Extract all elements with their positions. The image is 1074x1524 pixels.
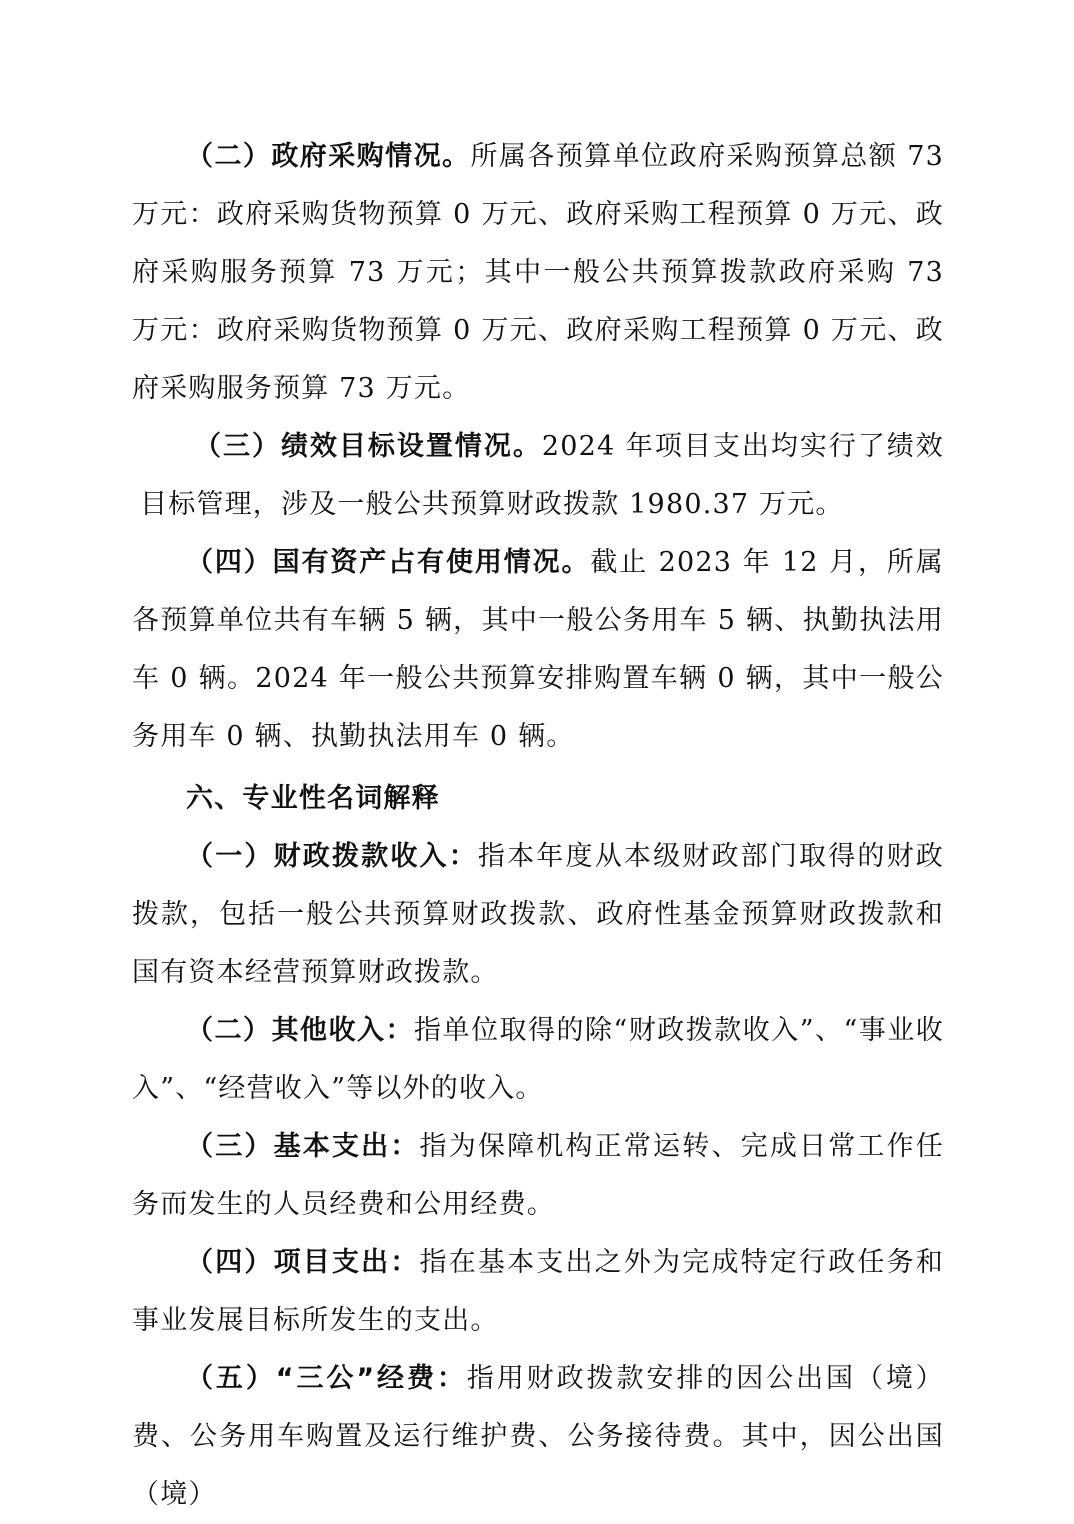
section-six-heading: 六、专业性名词解释 bbox=[186, 783, 440, 814]
procurement-paragraph bbox=[132, 128, 944, 418]
procurement-body: 所属各预算单位政府采购预算总额 73 万元：政府采购货物预算 0 万元、政府采购工程预算 0 万元、政府采购服务预算 73 万元；其中一般公共预算拨款政府采购 73 万元：政府采购货物预算 0 万元、政府采购工程预算 0 万元、政府采购服务预算 73 万元。 bbox=[132, 141, 944, 404]
term-paragraph-2 bbox=[132, 1002, 944, 1118]
assets-paragraph bbox=[132, 534, 944, 766]
term-lead-2: （二）其他收入： bbox=[186, 1015, 414, 1046]
procurement-lead: （二）政府采购情况。 bbox=[186, 141, 471, 172]
performance-paragraph bbox=[132, 418, 944, 534]
assets-body: 截止 2023 年 12 月，所属各预算单位共有车辆 5 辆，其中一般公务用车 5 辆、执勤执法用车 0 辆。2024 年一般公共预算安排购置车辆 0 辆，其中一般公务用车 0 辆、执勤执法用车 0 辆。 bbox=[132, 547, 944, 752]
document-page bbox=[132, 128, 944, 1524]
term-body-3: 指为保障机构正常运转、完成日常工作任务而发生的人员经费和公用经费。 bbox=[132, 1131, 944, 1220]
term-lead-5: （五）“三公”经费： bbox=[186, 1363, 467, 1394]
term-lead-1: （一）财政拨款收入： bbox=[186, 841, 478, 872]
term-paragraph-1 bbox=[132, 828, 944, 1002]
term-body-1: 指本年度从本级财政部门取得的财政拨款，包括一般公共预算财政拨款、政府性基金预算财政拨款和国有资本经营预算财政拨款。 bbox=[132, 841, 944, 988]
term-body-5: 指用财政拨款安排的因公出国（境）费、公务用车购置及运行维护费、公务接待费。其中，因公出国（境） bbox=[132, 1363, 944, 1510]
term-body-2: 指单位取得的除“财政拨款收入”、“事业收入”、“经营收入”等以外的收入。 bbox=[132, 1015, 944, 1104]
term-lead-3: （三）基本支出： bbox=[186, 1131, 420, 1162]
term-paragraph-5 bbox=[132, 1350, 944, 1524]
term-paragraph-4 bbox=[132, 1234, 944, 1350]
assets-lead: （四）国有资产占有使用情况。 bbox=[186, 547, 591, 578]
performance-lead: （三）绩效目标设置情况。 bbox=[194, 431, 542, 462]
term-lead-4: （四）项目支出： bbox=[186, 1247, 420, 1278]
term-paragraph-3 bbox=[132, 1118, 944, 1234]
performance-body: 2024 年项目支出均实行了绩效目标管理，涉及一般公共预算财政拨款 1980.37 万元。 bbox=[140, 431, 944, 520]
term-body-4: 指在基本支出之外为完成特定行政任务和事业发展目标所发生的支出。 bbox=[132, 1247, 944, 1336]
